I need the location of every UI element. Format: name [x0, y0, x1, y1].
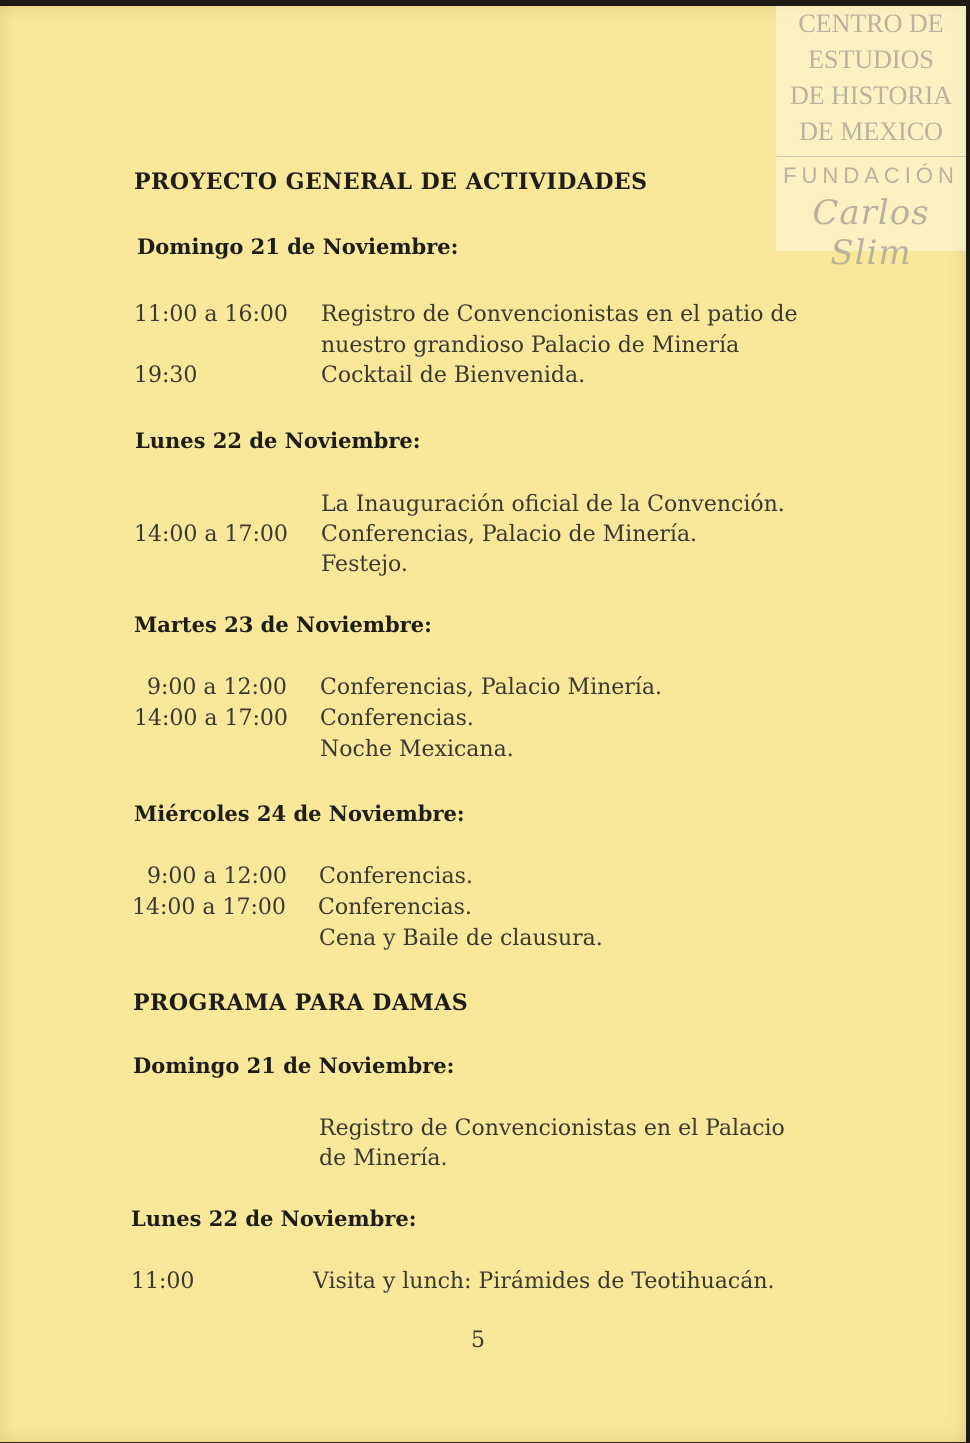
watermark-line: CENTRO DE	[798, 9, 944, 38]
page-right-edge	[966, 0, 970, 1443]
schedule-desc: Festejo.	[321, 552, 408, 577]
schedule-desc: de Minería.	[319, 1146, 448, 1171]
schedule-time: 14:00 a 17:00	[132, 895, 286, 920]
day-heading: Miércoles 24 de Noviembre:	[134, 801, 465, 826]
schedule-desc: Cocktail de Bienvenida.	[321, 363, 586, 388]
watermark-line: ESTUDIOS	[808, 45, 934, 74]
schedule-desc: Conferencias.	[319, 864, 473, 889]
watermark-divider	[776, 156, 966, 157]
schedule-time: 11:00 a 16:00	[134, 302, 288, 327]
schedule-time: 11:00	[131, 1269, 195, 1294]
watermark-line: DE MEXICO	[799, 117, 943, 146]
watermark-signature: Carlos Slim	[812, 193, 930, 273]
schedule-time: 14:00 a 17:00	[134, 706, 288, 731]
document-page	[0, 6, 966, 1442]
schedule-desc: Conferencias, Palacio Minería.	[320, 675, 662, 700]
section-title: PROYECTO GENERAL DE ACTIVIDADES	[134, 169, 648, 195]
page-number: 5	[471, 1328, 485, 1353]
schedule-time: 14:00 a 17:00	[134, 522, 288, 547]
schedule-time: 19:30	[134, 363, 198, 388]
day-heading: Lunes 22 de Noviembre:	[131, 1206, 417, 1231]
schedule-desc: Conferencias.	[318, 895, 472, 920]
schedule-desc: Conferencias.	[320, 706, 474, 731]
schedule-desc: Registro de Convencionistas en el Palacio	[319, 1116, 785, 1141]
watermark-line: DE HISTORIA	[789, 81, 953, 110]
day-heading: Domingo 21 de Noviembre:	[137, 234, 459, 259]
day-heading: Martes 23 de Noviembre:	[134, 612, 432, 637]
schedule-desc: Visita y lunch: Pirámides de Teotihuacán.	[313, 1269, 775, 1294]
schedule-desc: La Inauguración oficial de la Convención.	[321, 492, 785, 517]
ladies-section-title: PROGRAMA PARA DAMAS	[133, 990, 469, 1016]
day-heading: Domingo 21 de Noviembre:	[133, 1053, 455, 1078]
schedule-desc: Cena y Baile de clausura.	[319, 926, 603, 951]
watermark-fundacion: FUNDACIÓN	[783, 163, 959, 188]
schedule-time: 9:00 a 12:00	[147, 675, 287, 700]
schedule-time: 9:00 a 12:00	[147, 864, 287, 889]
schedule-desc: Noche Mexicana.	[320, 737, 514, 762]
schedule-desc: nuestro grandioso Palacio de Minería	[321, 333, 740, 358]
schedule-desc: Registro de Convencionistas en el patio de	[321, 302, 798, 327]
day-heading: Lunes 22 de Noviembre:	[135, 428, 421, 453]
schedule-desc: Conferencias, Palacio de Minería.	[321, 522, 698, 547]
archive-watermark	[776, 6, 966, 273]
